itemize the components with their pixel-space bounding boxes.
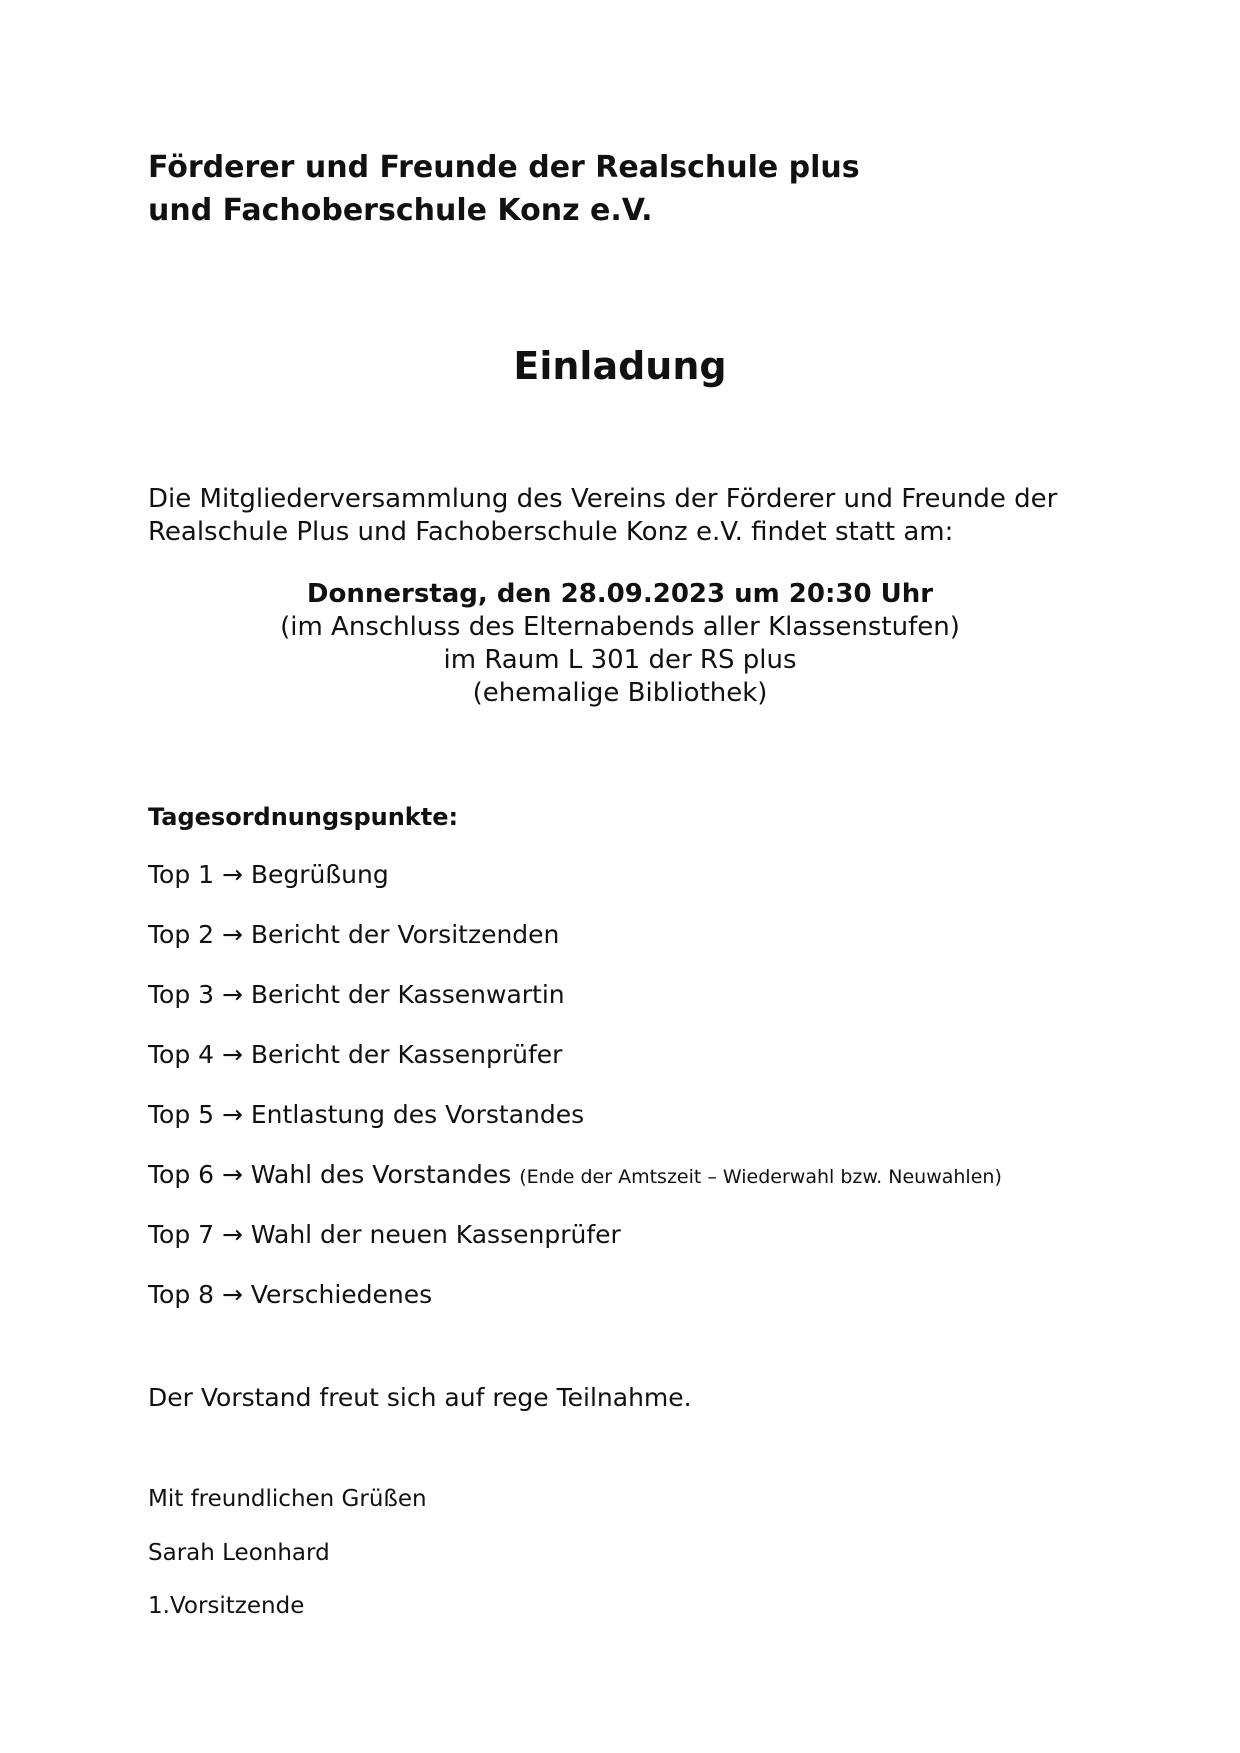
signature-greeting: Mit freundlichen Grüßen [148,1486,427,1512]
signature-name: Sarah Leonhard [148,1540,330,1566]
agenda-item-1 [148,859,1148,919]
agenda-item-text: Top 1 → Begrüßung [148,860,389,889]
event-room-note: (ehemalige Bibliothek) [472,678,768,708]
organization-name-line-2: und Fachoberschule Konz e.V. [148,193,653,228]
agenda-item-4 [148,1039,1148,1099]
agenda-item-6 [148,1159,1148,1219]
organization-name [148,146,1148,232]
event-room: im Raum L 301 der RS plus [443,645,797,675]
event-details [0,578,1240,710]
agenda-item-text: Top 4 → Bericht der Kassenprüfer [148,1040,563,1069]
closing-sentence: Der Vorstand freut sich auf rege Teilnahme. [148,1383,692,1412]
agenda-list [148,859,1148,1339]
agenda-item-text: Top 7 → Wahl der neuen Kassenprüfer [148,1220,621,1249]
agenda-item-text: Top 3 → Bericht der Kassenwartin [148,980,565,1009]
agenda-item-text: Top 2 → Bericht der Vorsitzenden [148,920,560,949]
agenda-heading: Tagesordnungspunkte: [148,803,459,831]
document-title: Einladung [513,344,727,388]
signature-role: 1.Vorsitzende [148,1593,305,1619]
agenda-item-2 [148,919,1148,979]
agenda-item-text: Top 5 → Entlastung des Vorstandes [148,1100,585,1129]
event-date: Donnerstag, den 28.09.2023 um 20:30 Uhr [306,579,934,609]
agenda-item-3 [148,979,1148,1039]
intro-paragraph [148,483,1128,549]
agenda-item-text: Top 8 → Verschiedenes [148,1280,433,1309]
intro-line-1: Die Mitgliederversammlung des Vereins der Förderer und Freunde der [148,484,1058,514]
agenda-item-7 [148,1219,1148,1279]
intro-line-2: Realschule Plus und Fachoberschule Konz e.V. findet statt am: [148,517,954,547]
agenda-item-text: Top 6 → Wahl des Vorstandes [148,1160,512,1189]
organization-name-line-1: Förderer und Freunde der Realschule plus [148,150,860,185]
agenda-item-8 [148,1279,1148,1339]
agenda-item-5 [148,1099,1148,1159]
event-context: (im Anschluss des Elternabends aller Klassenstufen) [280,612,960,642]
agenda-item-note: (Ende der Amtszeit – Wiederwahl bzw. Neuwahlen) [519,1166,1002,1188]
